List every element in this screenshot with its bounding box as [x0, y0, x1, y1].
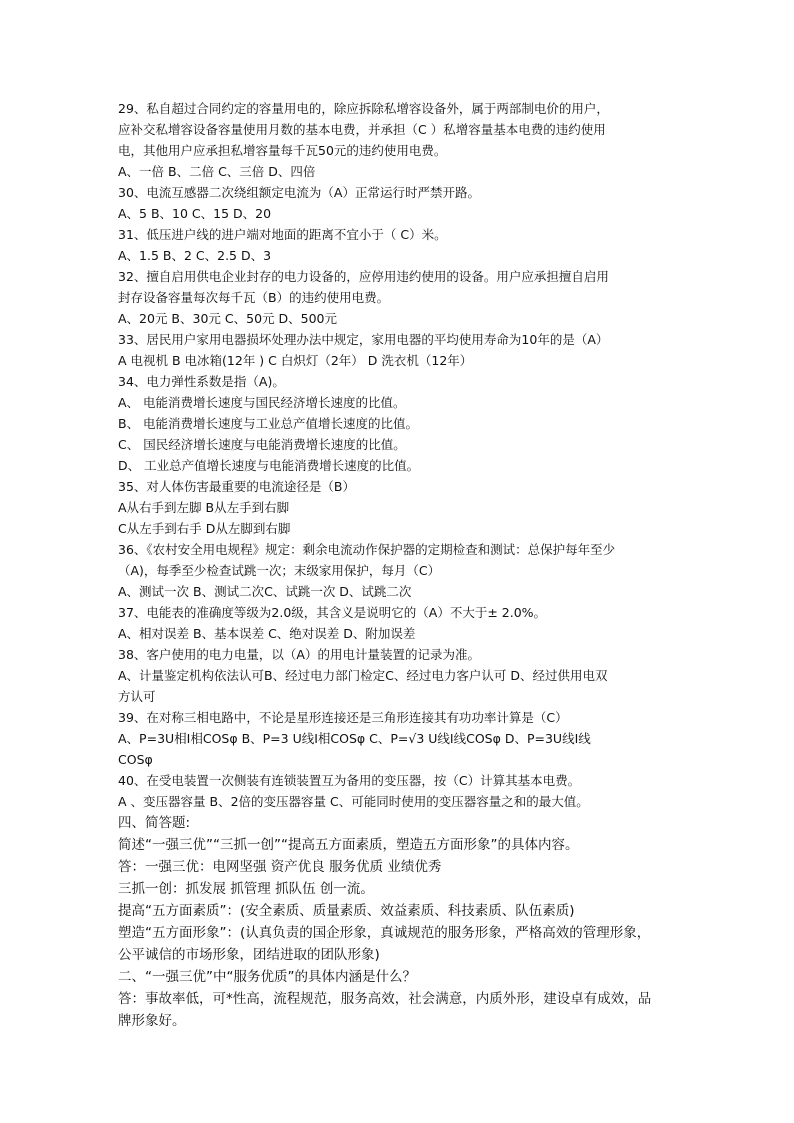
text-line: 35、对人体伤害最重要的电流途径是（B） [118, 479, 355, 494]
text-line: 答：一强三优：电网坚强 资产优良 服务优质 业绩优秀 [118, 859, 442, 875]
text-line: 37、电能表的准确度等级为2.0级，其含义是说明它的（A）不大于± 2.0%。 [118, 605, 547, 620]
text-line: 应补交私增容设备容量使用月数的基本电费，并承担（C ）私增容量基本电费的违约使用 [118, 122, 606, 137]
document-body [118, 98, 688, 1032]
text-line: A、一倍 B、二倍 C、三倍 D、四倍 [118, 164, 316, 179]
text-line: A、测试一次 B、测试二次C、试跳一次 D、试跳二次 [118, 584, 412, 599]
text-line: 四、简答题: [118, 815, 191, 831]
text-line: A 电视机 B 电冰箱(12年 ) C 白炽灯（2年） D 洗衣机（12年） [118, 353, 473, 368]
text-line: COSφ [118, 752, 153, 767]
text-line: A从右手到左脚 B从左手到右脚 [118, 500, 290, 515]
text-line: 40、在受电装置一次侧装有连锁装置互为备用的变压器，按（C）计算其基本电费。 [118, 773, 581, 788]
text-line: 答：事故率低，可*性高，流程规范，服务高效，社会满意，内质外形，建设卓有成效，品 [118, 991, 652, 1007]
text-line: 39、在对称三相电路中，不论是星形连接还是三角形连接其有功功率计算是（C） [118, 710, 568, 725]
text-line: 38、客户使用的电力电量，以（A）的用电计量装置的记录为准。 [118, 647, 480, 662]
text-line: A、相对误差 B、基本误差 C、绝对误差 D、附加误差 [118, 626, 416, 641]
text-line: B、 电能消费增长速度与工业总产值增长速度的比值。 [118, 416, 419, 431]
text-line: （A)，每季至少检查试跳一次；末级家用保护，每月（C） [118, 563, 441, 578]
text-line: A、计量鉴定机构依法认可B、经过电力部门检定C、经过电力客户认可 D、经过供用电双 [118, 668, 608, 683]
text-line: 电，其他用户应承担私增容量每千瓦50元的违约使用电费。 [118, 143, 447, 158]
text-line: 二、“一强三优”中“服务优质”的具体内涵是什么？ [118, 969, 416, 985]
text-line: A、5 B、10 C、15 D、20 [118, 206, 272, 221]
text-line: D、 工业总产值增长速度与电能消费增长速度的比值。 [118, 458, 420, 473]
text-line: 公平诚信的市场形象，团结进取的团队形象) [118, 947, 380, 963]
text-line: 塑造“五方面形象”：(认真负责的国企形象，真诚规范的服务形象，严格高效的管理形象， [118, 925, 651, 941]
text-line: 31、低压进户线的进户端对地面的距离不宜小于（ C）米。 [118, 227, 447, 242]
text-line: 29、私自超过合同约定的容量用电的，除应拆除私增容设备外，属于两部制电价的用户， [118, 101, 609, 116]
text-line: A、 电能消费增长速度与国民经济增长速度的比值。 [118, 395, 406, 410]
text-line: 30、电流互感器二次绕组额定电流为（A）正常运行时严禁开路。 [118, 185, 480, 200]
text-line: A、20元 B、30元 C、50元 D、500元 [118, 311, 337, 326]
text-line: C、 国民经济增长速度与电能消费增长速度的比值。 [118, 437, 406, 452]
text-line: 三抓一创：抓发展 抓管理 抓队伍 创一流。 [118, 881, 374, 897]
text-line: 34、电力弹性系数是指（A)。 [118, 374, 285, 389]
text-line: A、1.5 B、2 C、2.5 D、3 [118, 248, 272, 263]
text-line: 36、《农村安全用电规程》规定：剩余电流动作保护器的定期检查和测试：总保护每年至少 [118, 542, 616, 557]
text-line: 33、居民用户家用电器损坏处理办法中规定，家用电器的平均使用寿命为10年的是（A） [118, 332, 609, 347]
text-line: 封存设备容量每次每千瓦（B）的违约使用电费。 [118, 290, 390, 305]
text-line: 简述“一强三优”“三抓一创”“提高五方面素质，塑造五方面形象”的具体内容。 [118, 837, 579, 853]
text-line: 提高“五方面素质”：(安全素质、质量素质、效益素质、科技素质、队伍素质) [118, 903, 575, 919]
text-line: 牌形象好。 [118, 1013, 186, 1029]
text-line: 方认可 [118, 689, 156, 704]
text-line: A、P=3U相I相COSφ B、P=3 U线I相COSφ C、P=√3 U线I线COSφ D、P=3U线I线 [118, 731, 591, 746]
text-line: A 、变压器容量 B、2倍的变压器容量 C、可能同时使用的变压器容量之和的最大值。 [118, 794, 589, 809]
text-line: C从左手到右手 D从左脚到右脚 [118, 521, 291, 536]
text-line: 32、擅自启用供电企业封存的电力设备的，应停用违约使用的设备。用户应承担擅自启用 [118, 269, 609, 284]
